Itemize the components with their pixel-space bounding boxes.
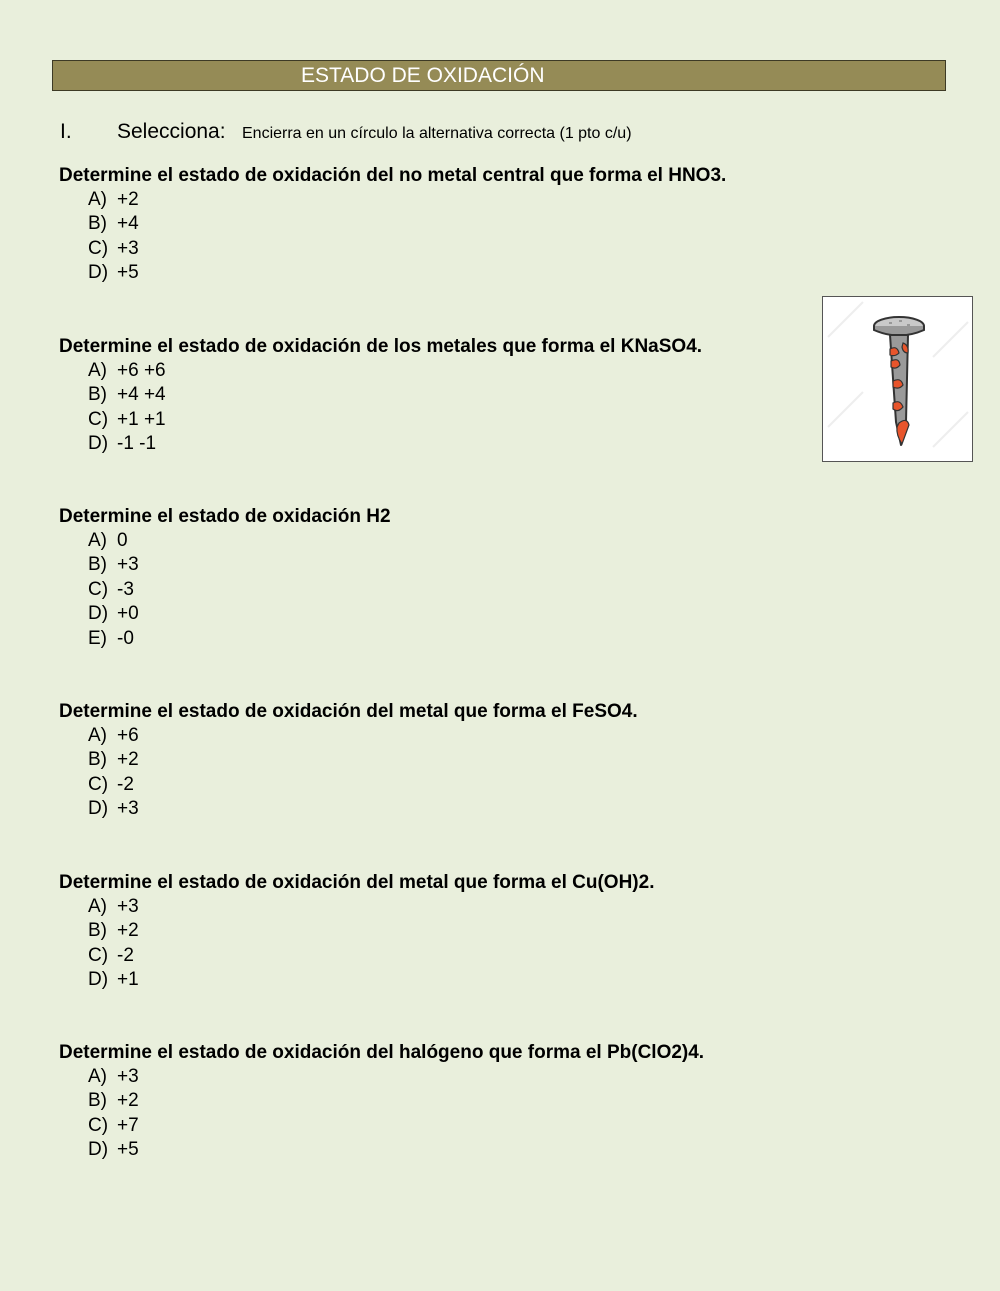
question-text: Determine el estado de oxidación del metal que forma el FeSO4. [59, 701, 638, 722]
option-value: -2 [117, 773, 134, 795]
option-value: +4 +4 [117, 384, 166, 406]
rusty-nail-icon [823, 297, 972, 461]
nail-illustration [822, 296, 973, 462]
option-letter: A) [88, 360, 107, 381]
option-letter: D) [88, 1139, 109, 1161]
option-letter: B) [88, 749, 107, 771]
option-value: -0 [117, 627, 134, 649]
question-text: Determine el estado de oxidación de los metales que forma el KNaSO4. [59, 336, 703, 357]
option-value: +3 [117, 896, 139, 917]
option-value: -3 [117, 578, 134, 600]
option-d[interactable] [88, 602, 819, 626]
option-a[interactable] [88, 529, 819, 553]
option-value: +0 [117, 603, 139, 625]
option-value: +3 [117, 554, 139, 576]
option-letter: E) [88, 627, 107, 649]
option-b[interactable] [88, 212, 819, 236]
option-d[interactable] [88, 1138, 819, 1162]
option-a[interactable] [88, 188, 819, 212]
option-c[interactable] [88, 237, 819, 261]
option-value: -1 -1 [117, 433, 157, 455]
question-1 [59, 164, 819, 286]
question-text: Determine el estado de oxidación H2 [59, 506, 391, 527]
option-b[interactable] [88, 1089, 819, 1113]
option-value: +1 [117, 969, 139, 991]
option-value: +6 [117, 725, 139, 746]
option-a[interactable] [88, 359, 819, 383]
options-list [59, 188, 819, 286]
option-letter: B) [88, 213, 107, 235]
option-letter: D) [88, 969, 109, 991]
question-text: Determine el estado de oxidación del metal que forma el Cu(OH)2. [59, 872, 655, 893]
option-a[interactable] [88, 895, 819, 919]
question-5 [59, 871, 819, 993]
option-value: +2 [117, 920, 139, 942]
question-4 [59, 700, 819, 822]
option-letter: D) [88, 262, 109, 284]
option-letter: B) [88, 554, 107, 576]
option-b[interactable] [88, 553, 819, 577]
option-b[interactable] [88, 919, 819, 943]
section-numeral: I. [60, 120, 72, 143]
option-letter: C) [88, 1114, 109, 1136]
option-d[interactable] [88, 261, 819, 285]
option-letter: C) [88, 408, 109, 430]
option-letter: B) [88, 384, 107, 406]
option-letter: C) [88, 944, 109, 966]
option-letter: D) [88, 798, 109, 820]
option-value: +2 [117, 189, 139, 210]
options-list [59, 1065, 819, 1163]
option-value: +5 [117, 1139, 139, 1161]
option-letter: C) [88, 773, 109, 795]
option-value: +3 [117, 798, 139, 820]
option-d[interactable] [88, 797, 819, 821]
section-instruction: Encierra en un círculo la alternativa correcta (1 pto c/u) [242, 125, 632, 142]
option-value: +3 [117, 237, 139, 259]
option-letter: A) [88, 1066, 107, 1087]
section-title: Selecciona: [117, 120, 226, 143]
option-letter: A) [88, 896, 107, 917]
title-bar [52, 60, 946, 91]
option-a[interactable] [88, 724, 819, 748]
option-e[interactable] [88, 627, 819, 651]
option-c[interactable] [88, 944, 819, 968]
page-title: ESTADO DE OXIDACIÓN [301, 64, 545, 87]
question-6 [59, 1041, 819, 1163]
option-value: -2 [117, 944, 134, 966]
option-letter: C) [88, 578, 109, 600]
option-letter: A) [88, 189, 107, 210]
option-value: +2 [117, 1090, 139, 1112]
option-c[interactable] [88, 1114, 819, 1138]
option-value: +2 [117, 749, 139, 771]
option-d[interactable] [88, 968, 819, 992]
option-value: +6 +6 [117, 360, 166, 381]
option-letter: B) [88, 920, 107, 942]
option-b[interactable] [88, 383, 819, 407]
option-a[interactable] [88, 1065, 819, 1089]
option-value: +4 [117, 213, 139, 235]
option-letter: A) [88, 725, 107, 746]
options-list [59, 529, 819, 651]
question-2 [59, 335, 819, 457]
question-text: Determine el estado de oxidación del no metal central que forma el HNO3. [59, 165, 727, 186]
option-value: +1 +1 [117, 408, 166, 430]
option-letter: B) [88, 1090, 107, 1112]
option-b[interactable] [88, 748, 819, 772]
options-list [59, 359, 819, 457]
option-c[interactable] [88, 578, 819, 602]
option-value: +3 [117, 1066, 139, 1087]
option-value: +5 [117, 262, 139, 284]
option-c[interactable] [88, 408, 819, 432]
question-text: Determine el estado de oxidación del halógeno que forma el Pb(ClO2)4. [59, 1042, 705, 1063]
option-value: 0 [117, 530, 128, 551]
option-letter: D) [88, 603, 109, 625]
option-value: +7 [117, 1114, 139, 1136]
option-letter: A) [88, 530, 107, 551]
option-letter: C) [88, 237, 109, 259]
option-d[interactable] [88, 432, 819, 456]
option-letter: D) [88, 433, 109, 455]
question-3 [59, 505, 819, 651]
options-list [59, 724, 819, 822]
options-list [59, 895, 819, 993]
option-c[interactable] [88, 773, 819, 797]
